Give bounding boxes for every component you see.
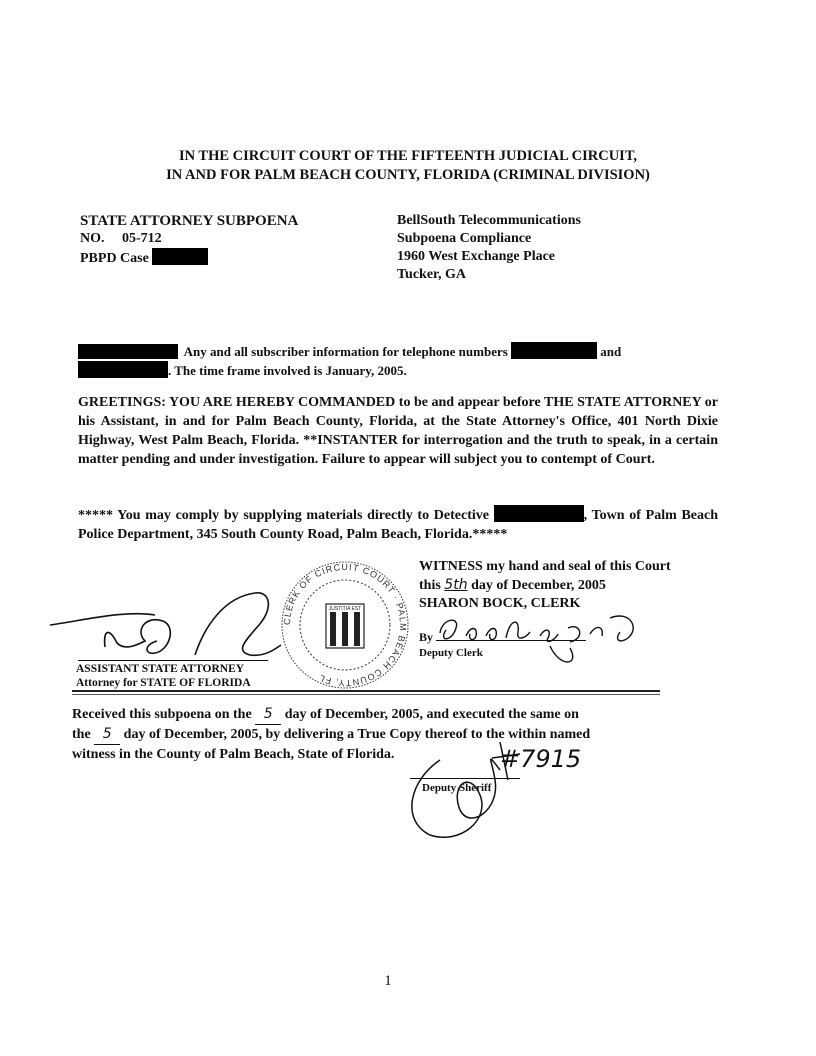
redaction-box: [494, 505, 584, 522]
witness-day: 5th: [444, 577, 468, 593]
duces-tecum-text-c: . The time frame involved is January, 2005.: [168, 363, 407, 378]
recipient-line-3: 1960 West Exchange Place: [397, 249, 556, 264]
return-line-1: [72, 705, 672, 725]
witness-line-1: WITNESS my hand and seal of this Court: [419, 559, 671, 574]
return-text-d: day of December, 2005, by delivering a True Copy thereof to the within named: [123, 727, 591, 742]
case-label: PBPD Case: [80, 251, 149, 266]
duces-tecum-text-a: Any and all subscriber information for telephone numbers: [183, 344, 508, 359]
court-seal: [270, 560, 420, 690]
return-day-1: 5: [255, 705, 281, 725]
return-day-2: 5: [94, 725, 120, 745]
witness-block: [419, 558, 671, 613]
seal-text: CLERK OF CIRCUIT COURT · PALM BEACH COUNTY, FL: [281, 561, 409, 689]
greetings-paragraph: [78, 393, 718, 469]
deputy-sheriff-label: Deputy Sheriff: [422, 782, 492, 794]
attorney-subtitle: Attorney for STATE OF FLORIDA: [76, 677, 251, 689]
duces-tecum-label: DUCES TECUM:: [78, 344, 178, 359]
recipient-line-2: Subpoena Compliance: [397, 231, 532, 246]
recipient-address: [397, 212, 581, 284]
duces-tecum-paragraph: [78, 342, 718, 380]
deputy-clerk-label: Deputy Clerk: [419, 647, 483, 659]
comply-paragraph: [78, 505, 718, 544]
attorney-signature: [45, 585, 285, 665]
divider: [72, 690, 660, 692]
comply-text-a: ***** You may comply by supplying materials directly to Detective: [78, 508, 489, 523]
return-text-c: the: [72, 727, 91, 742]
clerk-name: SHARON BOCK, CLERK: [419, 596, 581, 611]
case-number: [80, 248, 298, 268]
subpoena-info-block: [80, 212, 298, 268]
recipient-line-4: Tucker, GA: [397, 267, 466, 282]
return-text-a: Received this subpoena on the: [72, 707, 252, 722]
badge-number: #7915: [500, 745, 582, 773]
recipient-line-1: BellSouth Telecommunications: [397, 213, 581, 228]
seal-inner-text: JUSTITIA EST: [328, 606, 362, 612]
redaction-box: [511, 342, 597, 359]
page-number: 1: [384, 973, 392, 989]
greetings-label: GREETINGS:: [78, 395, 166, 410]
court-caption-line-2: IN AND FOR PALM BEACH COUNTY, FLORIDA (CRIMINAL DIVISION): [166, 167, 650, 183]
court-caption-line-1: IN THE CIRCUIT COURT OF THE FIFTEENTH JUDICIAL CIRCUIT,: [178, 148, 638, 164]
subpoena-number: [80, 230, 298, 248]
subpoena-number-label: NO.: [80, 231, 105, 246]
subpoena-title: STATE ATTORNEY SUBPOENA: [80, 213, 299, 229]
subpoena-number-value: 05-712: [122, 231, 162, 246]
return-text-e: witness in the County of Palm Beach, State of Florida.: [72, 747, 395, 762]
witness-this: this: [419, 578, 441, 593]
comply-text-b: , Town of Palm Beach Police Department, 345 South County Road, Palm Beach, Florida.*****: [78, 508, 718, 542]
redaction-box: [78, 361, 168, 378]
greetings-text: YOU ARE HEREBY COMMANDED to be and appear before THE STATE ATTORNEY or his Assistant, in and for Palm Beach County, Florida, at the State Attorney's Office, 401 North Dixie Highway, West Palm Beach, Florida. **INSTANTER for interrogation and the truth to speak, in a certain matter pending and under investigation. Failure to appear will subject you to contempt of Court.: [78, 395, 718, 467]
by-label: By: [419, 630, 434, 644]
divider: [72, 694, 660, 695]
duces-tecum-text-b: and: [600, 344, 622, 359]
witness-date: day of December, 2005: [471, 578, 606, 593]
redaction-box: [152, 248, 208, 265]
return-text-b: day of December, 2005, and executed the same on: [284, 707, 579, 722]
attorney-title: ASSISTANT STATE ATTORNEY: [76, 663, 245, 675]
witness-line-2: [419, 576, 671, 595]
